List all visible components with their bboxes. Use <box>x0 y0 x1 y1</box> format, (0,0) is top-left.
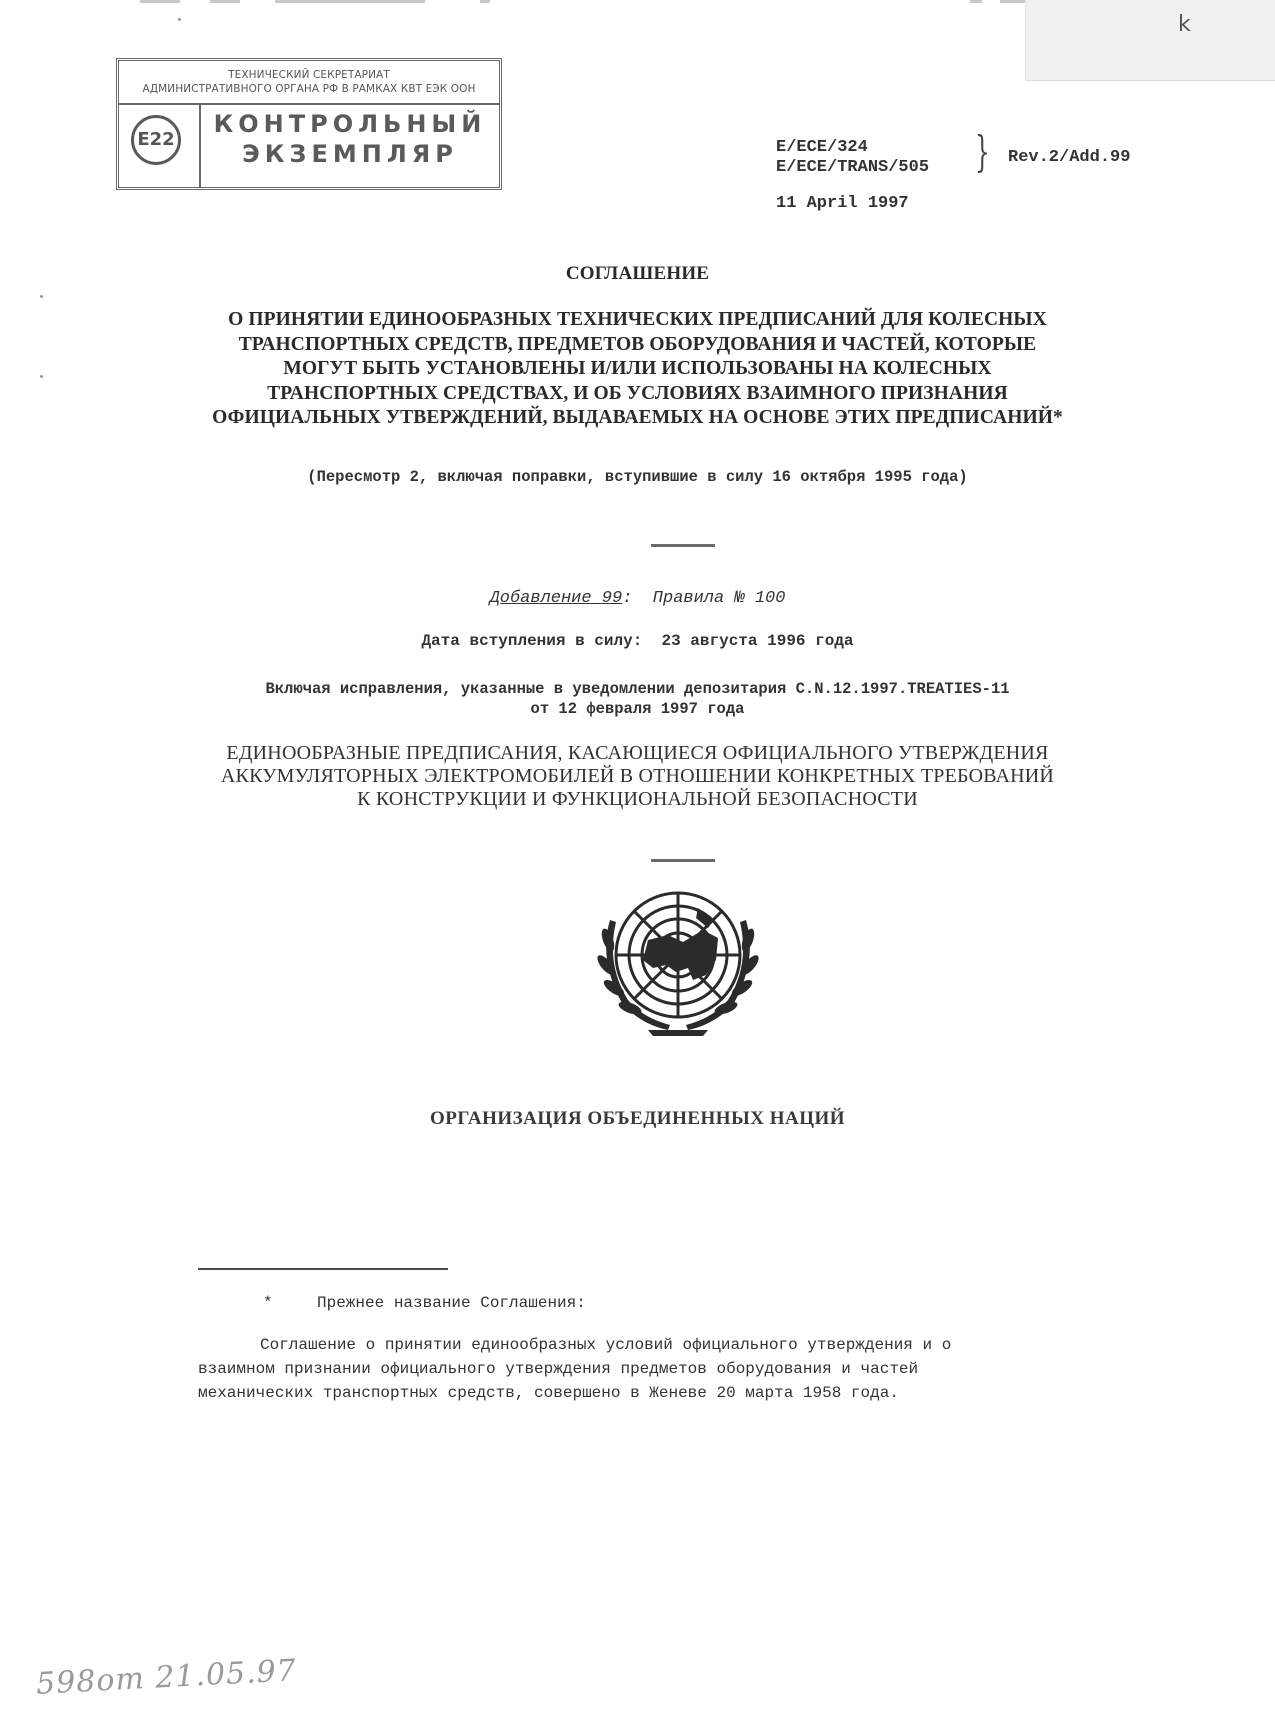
stamp-main-line: КОНТРОЛЬНЫЙ <box>213 110 487 138</box>
subtitle-line: О ПРИНЯТИИ ЕДИНООБРАЗНЫХ ТЕХНИЧЕСКИХ ПРЕДПИСАНИЙ ДЛЯ КОЛЕСНЫХ <box>228 309 1047 330</box>
document-symbol: E/ECE/TRANS/505 <box>776 158 930 177</box>
footnote-marker: * <box>263 1294 273 1312</box>
revision-note: (Пересмотр 2, включая поправки, вступившие в силу 16 октября 1995 года) <box>307 468 968 486</box>
corrections-line: от 12 февраля 1997 года <box>530 700 745 718</box>
brace-icon: } <box>975 127 990 176</box>
section-divider <box>651 544 715 547</box>
corrections-note <box>0 679 1275 719</box>
subtitle-line: ТРАНСПОРТНЫХ СРЕДСТВ, ПРЕДМЕТОВ ОБОРУДОВАНИЯ И ЧАСТЕЙ, КОТОРЫЕ <box>238 333 1037 355</box>
regulation-title-line: АККУМУЛЯТОРНЫХ ЭЛЕКТРОМОБИЛЕЙ В ОТНОШЕНИИ КОНКРЕТНЫХ ТРЕБОВАНИЙ <box>220 765 1055 787</box>
footnote-body <box>198 1333 1098 1405</box>
regulation-title-line: К КОНСТРУКЦИИ И ФУНКЦИОНАЛЬНОЙ БЕЗОПАСНОСТИ <box>357 788 918 810</box>
entry-into-force: Дата вступления в силу: 23 августа 1996 года <box>421 632 854 650</box>
scan-speck <box>40 295 43 298</box>
revision-code: Rev.2/Add.99 <box>1008 148 1131 167</box>
addendum-label: Добавление 99 <box>489 589 623 608</box>
agreement-subtitle <box>0 308 1275 431</box>
handwritten-registration-note: 598от 21.05.97 <box>35 1653 298 1702</box>
footnote-line: взаимном признании официального утверждения предметов оборудования и частей <box>198 1360 919 1378</box>
agreement-title: СОГЛАШЕНИЕ <box>565 263 710 284</box>
footnote-line: механических транспортных средств, совершено в Женеве 20 марта 1958 года. <box>198 1384 899 1402</box>
un-emblem-icon <box>588 880 768 1045</box>
stamp-main-line: ЭКЗЕМПЛЯР <box>242 140 458 168</box>
control-copy-stamp <box>116 58 502 190</box>
regulation-title-line: ЕДИНООБРАЗНЫЕ ПРЕДПИСАНИЯ, КАСАЮЩИЕСЯ ОФИЦИАЛЬНОГО УТВЕРЖДЕНИЯ <box>226 742 1049 764</box>
margin-handwritten-mark: k <box>1178 12 1191 37</box>
stamp-header-line: АДМИНИСТРАТИВНОГО ОРГАНА РФ В РАМКАХ КВТ ЕЭК ООН <box>142 83 476 95</box>
section-divider <box>651 859 715 862</box>
e22-logo-icon: E22 <box>131 115 181 165</box>
stamp-header <box>119 61 499 105</box>
footnote-line: Соглашение о принятии единообразных условий официального утверждения и о <box>260 1336 952 1354</box>
organization-name: ОРГАНИЗАЦИЯ ОБЪЕДИНЕННЫХ НАЦИЙ <box>429 1108 846 1129</box>
adhesive-tape-scrap <box>1025 0 1275 81</box>
footnote-divider <box>198 1268 448 1270</box>
scan-speck <box>178 18 181 21</box>
regulation-number: Правила № 100 <box>652 589 786 608</box>
document-symbols <box>776 138 929 178</box>
subtitle-line: ТРАНСПОРТНЫХ СРЕДСТВАХ, И ОБ УСЛОВИЯХ ВЗАИМНОГО ПРИЗНАНИЯ <box>267 382 1008 404</box>
stamp-logo-cell <box>119 105 201 187</box>
stamp-main-text <box>201 109 499 169</box>
subtitle-line: ОФИЦИАЛЬНЫХ УТВЕРЖДЕНИЙ, ВЫДАВАЕМЫХ НА ОСНОВЕ ЭТИХ ПРЕДПИСАНИЙ* <box>212 407 1063 428</box>
footnote-heading: Прежнее название Соглашения: <box>317 1294 586 1312</box>
corrections-line: Включая исправления, указанные в уведомлении депозитария C.N.12.1997.TREATIES-11 <box>265 680 1010 698</box>
document-symbol: E/ECE/324 <box>776 138 868 157</box>
addendum-separator: : <box>622 589 633 608</box>
regulation-title <box>0 742 1275 811</box>
document-date: 11 April 1997 <box>776 194 909 213</box>
addendum-line <box>0 589 1275 608</box>
stamp-header-line: ТЕХНИЧЕСКИЙ СЕКРЕТАРИАТ <box>228 69 390 81</box>
subtitle-line: МОГУТ БЫТЬ УСТАНОВЛЕНЫ И/ИЛИ ИСПОЛЬЗОВАНЫ НА КОЛЕСНЫХ <box>283 358 992 379</box>
scan-speck <box>40 375 43 378</box>
